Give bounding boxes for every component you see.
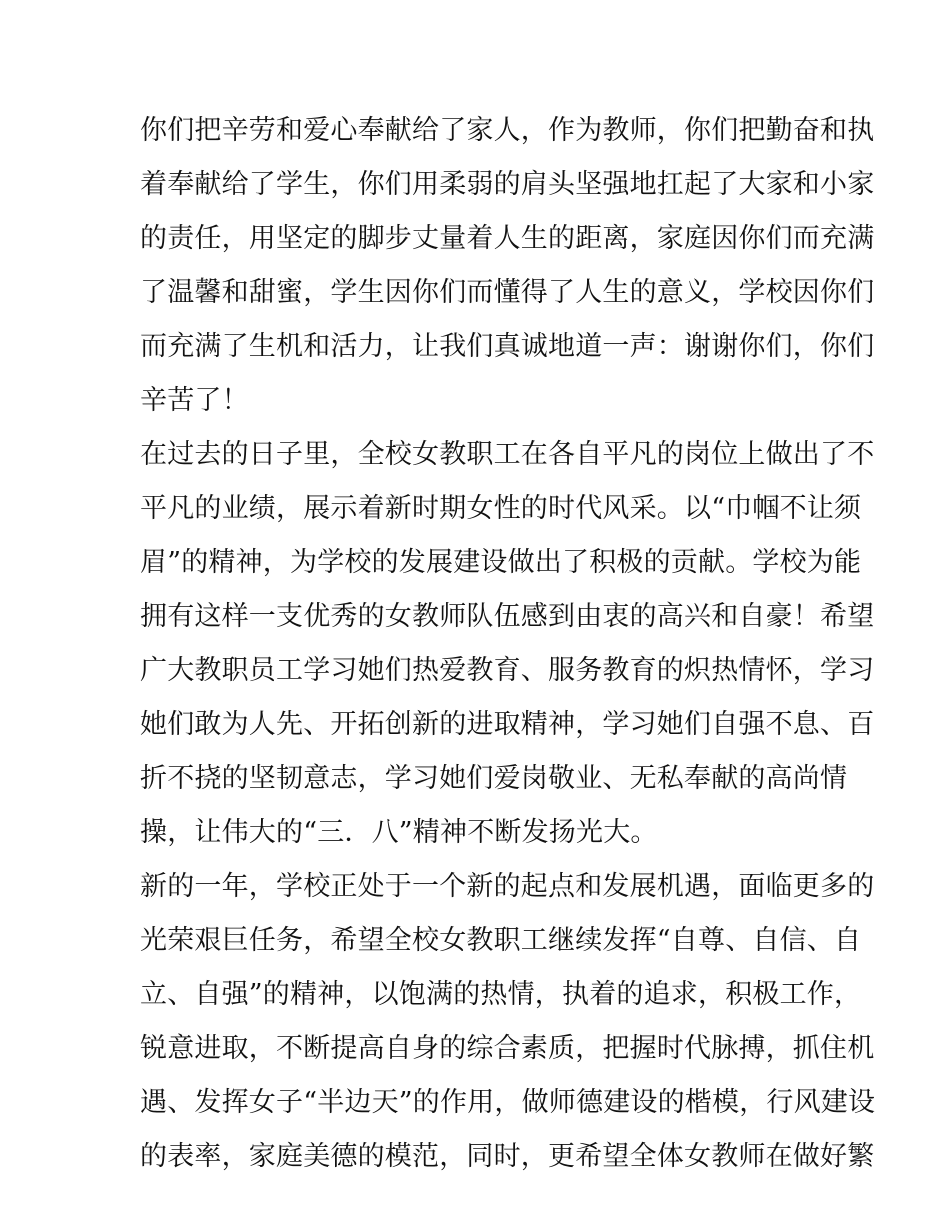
text-line: 辛苦了！	[140, 385, 249, 416]
body-text	[140, 104, 876, 1184]
text-line: 的表率，家庭美德的模范，同时，更希望全体女教师在做好繁	[140, 1141, 875, 1172]
text-line: 平凡的业绩，展示着新时期女性的时代风采。以“巾帼不让须	[140, 493, 862, 524]
text-line: 眉”的精神，为学校的发展建设做出了积极的贡献。学校为能	[140, 547, 862, 578]
text-line: 操，让伟大的“三．八”精神不断发扬光大。	[140, 817, 658, 848]
text-line: 她们敢为人先、开拓创新的进取精神，学习她们自强不息、百	[140, 709, 875, 740]
text-line: 折不挠的坚韧意志，学习她们爱岗敬业、无私奉献的高尚情	[140, 763, 848, 794]
text-line: 而充满了生机和活力，让我们真诚地道一声：谢谢你们，你们	[140, 331, 875, 362]
text-line: 在过去的日子里，全校女教职工在各自平凡的岗位上做出了不	[140, 439, 875, 470]
text-line: 光荣艰巨任务，希望全校女教职工继续发挥“自尊、自信、自	[140, 925, 862, 956]
text-line: 拥有这样一支优秀的女教师队伍感到由衷的高兴和自豪！希望	[140, 601, 875, 632]
text-line: 新的一年，学校正处于一个新的起点和发展机遇，面临更多的	[140, 871, 875, 902]
text-line: 的责任，用坚定的脚步丈量着人生的距离，家庭因你们而充满	[140, 223, 875, 254]
text-line: 你们把辛劳和爱心奉献给了家人，作为教师，你们把勤奋和执	[140, 115, 875, 146]
text-line: 了温馨和甜蜜，学生因你们而懂得了人生的意义，学校因你们	[140, 277, 875, 308]
text-line: 立、自强”的精神，以饱满的热情，执着的追求，积极工作，	[140, 979, 862, 1010]
text-line: 广大教职员工学习她们热爱教育、服务教育的炽热情怀，学习	[140, 655, 875, 686]
text-line: 着奉献给了学生，你们用柔弱的肩头坚强地扛起了大家和小家	[140, 169, 875, 200]
text-line: 锐意进取，不断提高自身的综合素质，把握时代脉搏，抓住机	[140, 1033, 875, 1064]
text-line: 遇、发挥女子“半边天”的作用，做师德建设的楷模，行风建设	[140, 1087, 876, 1118]
